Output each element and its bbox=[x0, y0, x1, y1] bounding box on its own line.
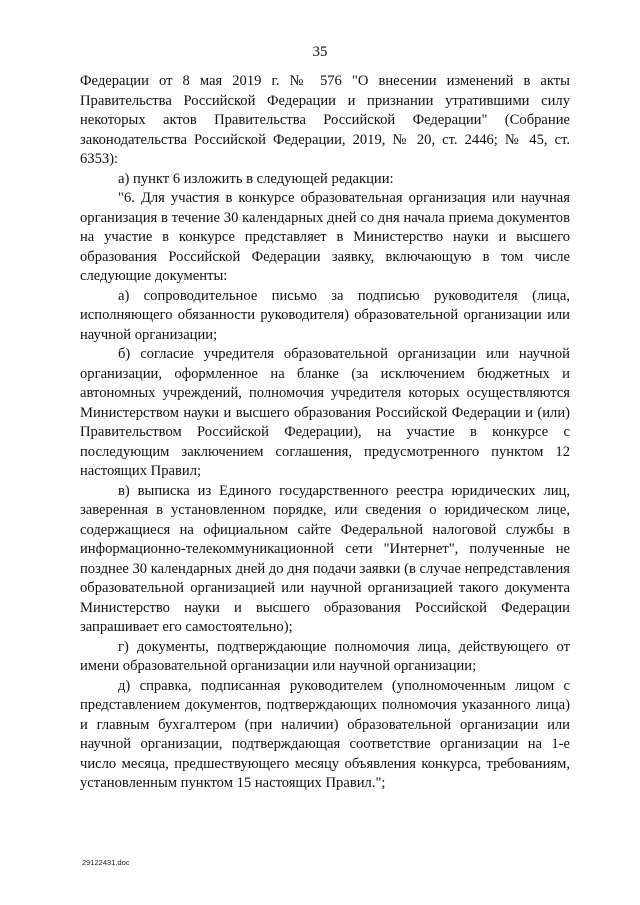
paragraph-continuation: Федерации от 8 мая 2019 г. № 576 "О внесении изменений в акты Правительства Российской Федерации и признании утратившими силу некоторых актов Правительства Российской Федерации" (Собрание законодательства Российской Федерации, 2019, № 20, ст. 2446; № 45, ст. 6353): bbox=[80, 73, 570, 167]
paragraph-subitem-v: в) выписка из Единого государственного реестра юридических лиц, заверенная в установленном порядке, или сведения о юридическом лице, содержащиеся на официальном сайте Федеральной налоговой службы в информационно-телекоммуникационной сети "Интернет", полученные не позднее 30 календарных дней до дня подачи заявки (в случае непредставления образовательной организацией или научной организацией такого документа Министерство науки и высшего образования Российской Федерации запрашивает его самостоятельно); bbox=[80, 482, 570, 635]
paragraph-clause-6: "6. Для участия в конкурсе образовательная организация или научная организация в течение 30 календарных дней со дня начала приема документов на участие в конкурсе представляет в Министерство науки и высшего образования Российской Федерации заявку, включающую в том числе следующие документы: bbox=[80, 190, 570, 284]
paragraph-subitem-g: г) документы, подтверждающие полномочия лица, действующего от имени образовательной организации или научной организации; bbox=[80, 638, 570, 674]
paragraph-subitem-a: а) сопроводительное письмо за подписью руководителя (лица, исполняющего обязанности руководителя) образовательной организации или научной организации; bbox=[80, 287, 570, 343]
paragraph-item-a: а) пункт 6 изложить в следующей редакции: bbox=[118, 170, 394, 187]
document-body bbox=[80, 72, 570, 794]
page-number: 35 bbox=[312, 44, 328, 60]
paragraph-subitem-b: б) согласие учредителя образовательной организации или научной организации, оформленное на бланке (за исключением бюджетных и автономных учреждений, полномочия учредителя которых осуществляются Министерством науки и высшего образования Российской Федерации и (или) Правительством Российской Федерации), на участие в конкурсе с последующим заключением соглашения, предусмотренного пунктом 12 настоящих Правил; bbox=[80, 346, 570, 479]
paragraph-subitem-d: д) справка, подписанная руководителем (уполномоченным лицом с представлением документов, подтверждающих полномочия указанного лица) и главным бухгалтером (при наличии) образовательной организации или научной организации, подтверждающая соответствие организации на 1-е число месяца, предшествующего месяцу объявления конкурса, требованиям, установленным пунктом 15 настоящих Правил."; bbox=[80, 677, 570, 791]
document-filename: 29122431.doc bbox=[82, 858, 130, 867]
